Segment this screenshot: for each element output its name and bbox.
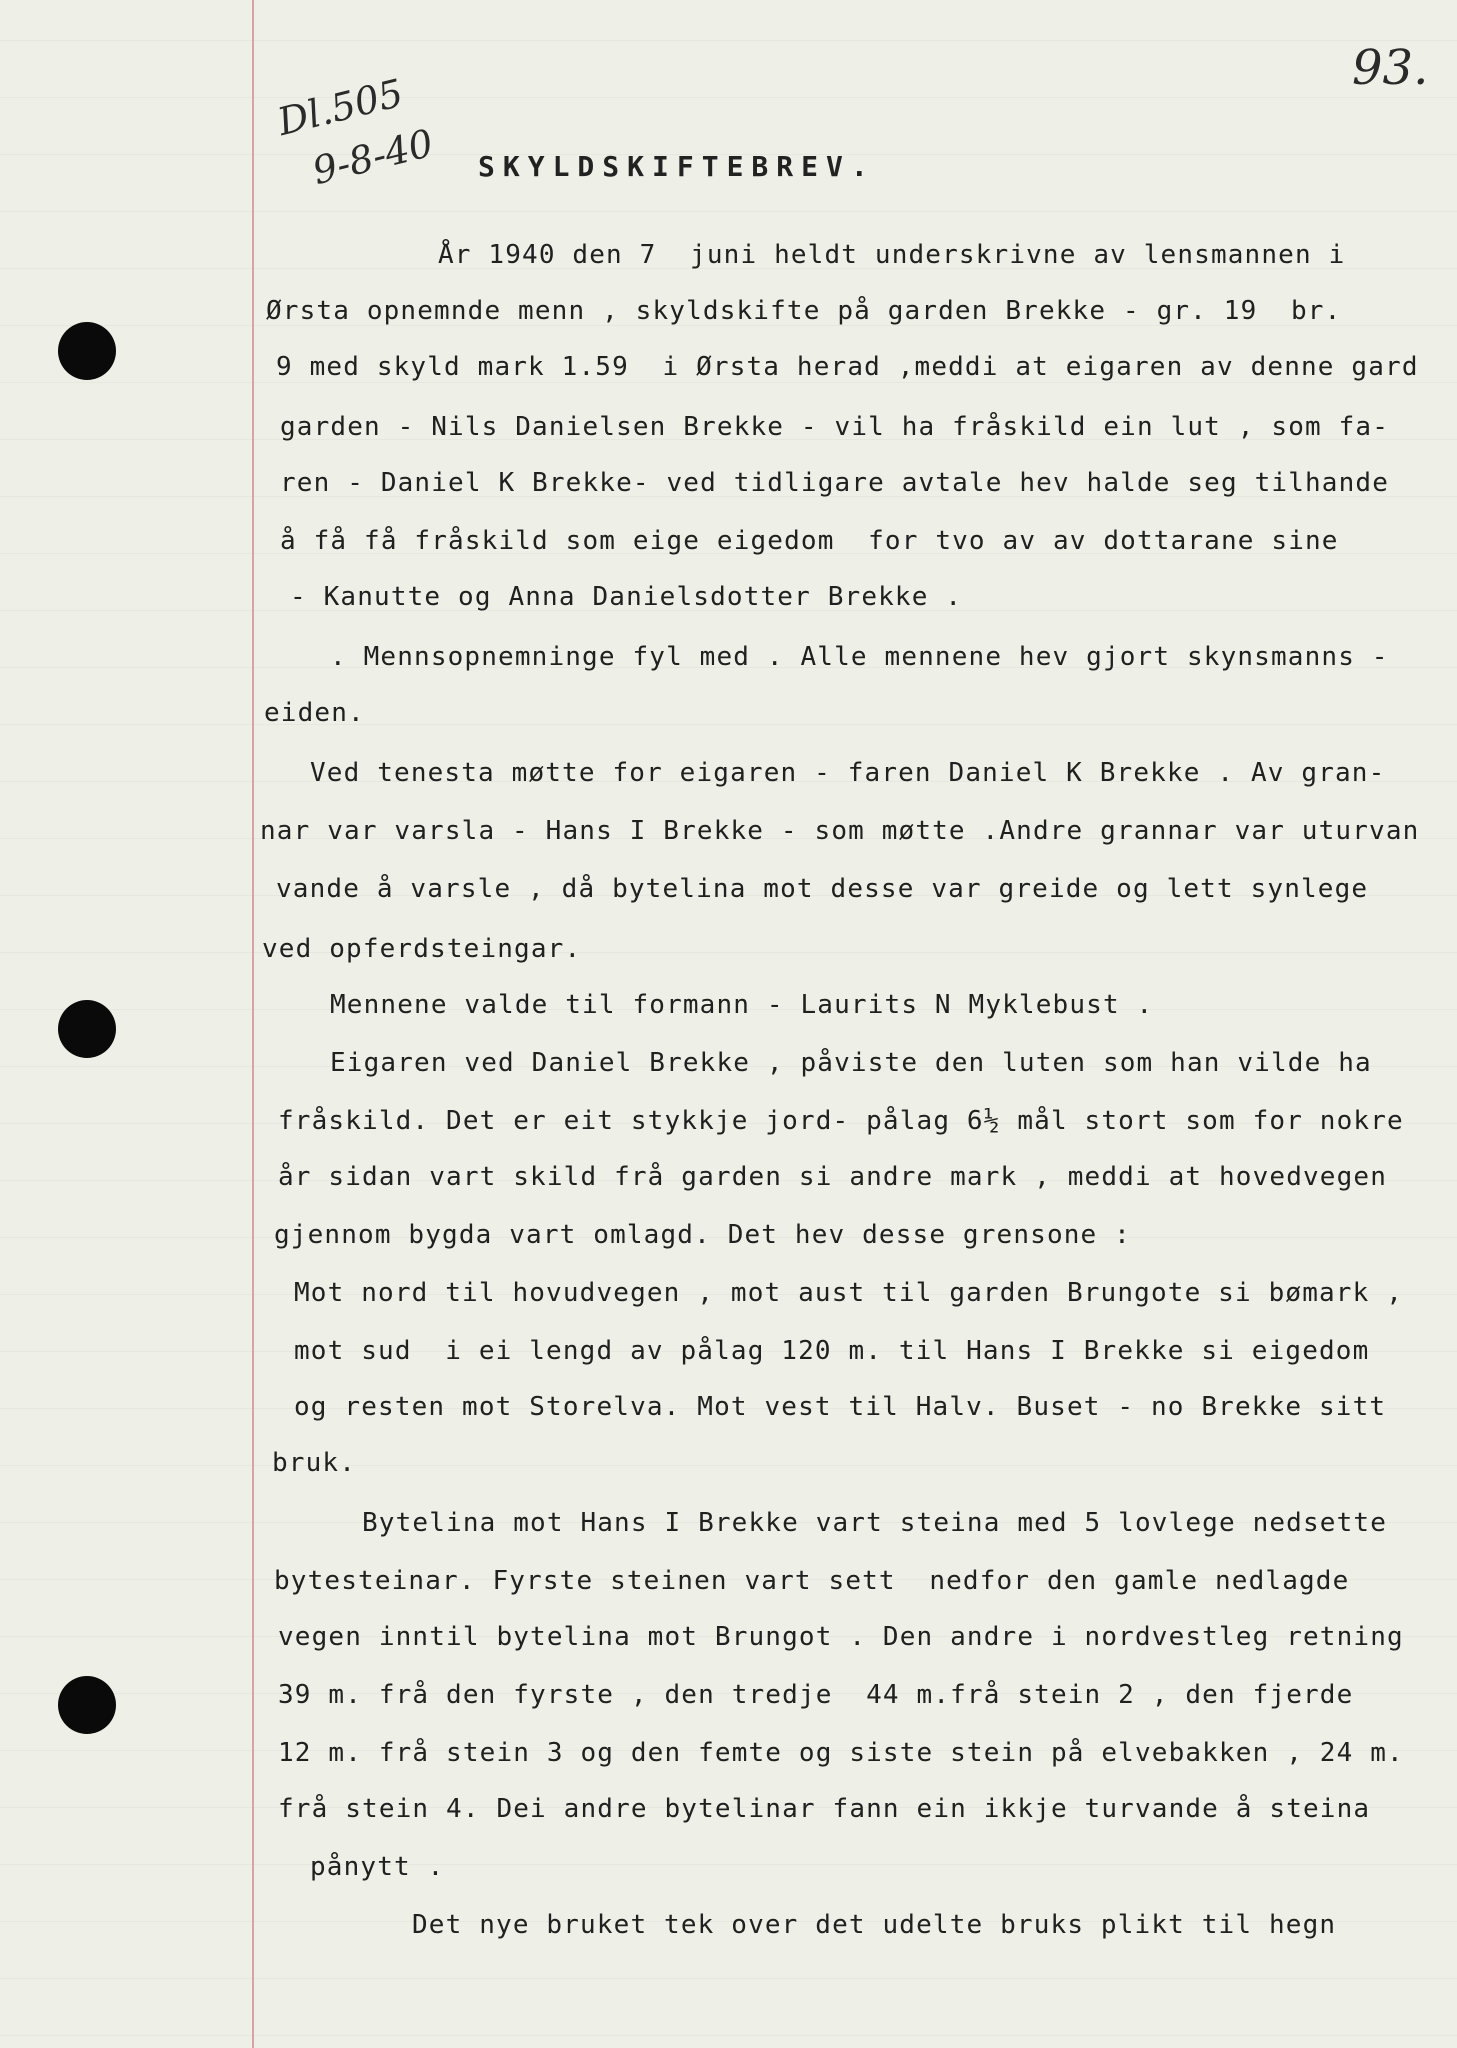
body-line: eiden. [264,698,365,728]
body-line: bytesteinar. Fyrste steinen vart sett nedfor den gamle nedlagde [274,1566,1350,1596]
body-line: . Mennsopnemninge fyl med . Alle mennene hev gjort skynsmanns - [330,642,1389,672]
body-line: 39 m. frå den fyrste , den tredje 44 m.frå stein 2 , den fjerde [278,1680,1354,1710]
body-line: ved opferdsteingar. [262,934,582,964]
body-line: Bytelina mot Hans I Brekke vart steina med 5 lovlege nedsette [362,1508,1388,1538]
body-line: frå stein 4. Dei andre bytelinar fann ein ikkje turvande å steina [278,1794,1371,1824]
body-line: å få få fråskild som eige eigedom for tvo av av dottarane sine [280,526,1339,556]
body-line: - Kanutte og Anna Danielsdotter Brekke . [290,582,963,612]
body-line: 12 m. frå stein 3 og den femte og siste stein på elvebakken , 24 m. [278,1738,1404,1768]
annotation-line-1: Dl.505 [273,70,408,145]
body-line: Ørsta opnemnde menn , skyldskifte på garden Brekke - gr. 19 br. [266,296,1342,326]
body-line: 9 med skyld mark 1.59 i Ørsta herad ,meddi at eigaren av denne gard [276,352,1419,382]
body-line: Eigaren ved Daniel Brekke , påviste den luten som han vilde ha [330,1048,1372,1078]
body-line: garden - Nils Danielsen Brekke - vil ha fråskild ein lut , som fa- [280,412,1390,442]
body-line: pånytt . [310,1852,445,1882]
body-line: ren - Daniel K Brekke- ved tidligare avtale hev halde seg tilhande [280,468,1390,498]
body-line: og resten mot Storelva. Mot vest til Halv. Buset - no Brekke sitt [294,1392,1387,1422]
body-line: gjennom bygda vart omlagd. Det hev desse grensone : [274,1220,1131,1250]
punch-hole [58,322,116,380]
margin-rule [252,0,254,2048]
punch-hole [58,1000,116,1058]
body-line: bruk. [272,1448,357,1478]
body-line: mot sud i ei lengd av pålag 120 m. til Hans I Brekke si eigedom [294,1336,1370,1366]
body-line: År 1940 den 7 juni heldt underskrivne av lensmannen i [438,240,1346,270]
body-line: nar var varsla - Hans I Brekke - som møtte .Andre grannar var uturvan [260,816,1420,846]
body-line: vegen inntil bytelina mot Brungot . Den andre i nordvestleg retning [278,1622,1404,1652]
body-line: Det nye bruket tek over det udelte bruks plikt til hegn [412,1910,1337,1940]
body-line: vande å varsle , då bytelina mot desse var greide og lett synlege [276,874,1369,904]
punch-hole [58,1676,116,1734]
body-line: Ved tenesta møtte for eigaren - faren Daniel K Brekke . Av gran- [310,758,1386,788]
body-line: Mot nord til hovudvegen , mot aust til garden Brungote si bømark , [294,1278,1404,1308]
body-line: Mennene valde til formann - Laurits N Myklebust . [330,990,1154,1020]
annotation-line-2: 9-8-40 [308,120,438,194]
body-line: fråskild. Det er eit stykkje jord- pålag 6½ mål stort som for nokre [278,1106,1404,1136]
document-title: SKYLDSKIFTEBREV. [478,150,876,183]
handwritten-annotation [250,20,466,192]
body-line: år sidan vart skild frå garden si andre mark , meddi at hovedvegen [278,1162,1388,1192]
page-number: 93. [1352,40,1429,96]
